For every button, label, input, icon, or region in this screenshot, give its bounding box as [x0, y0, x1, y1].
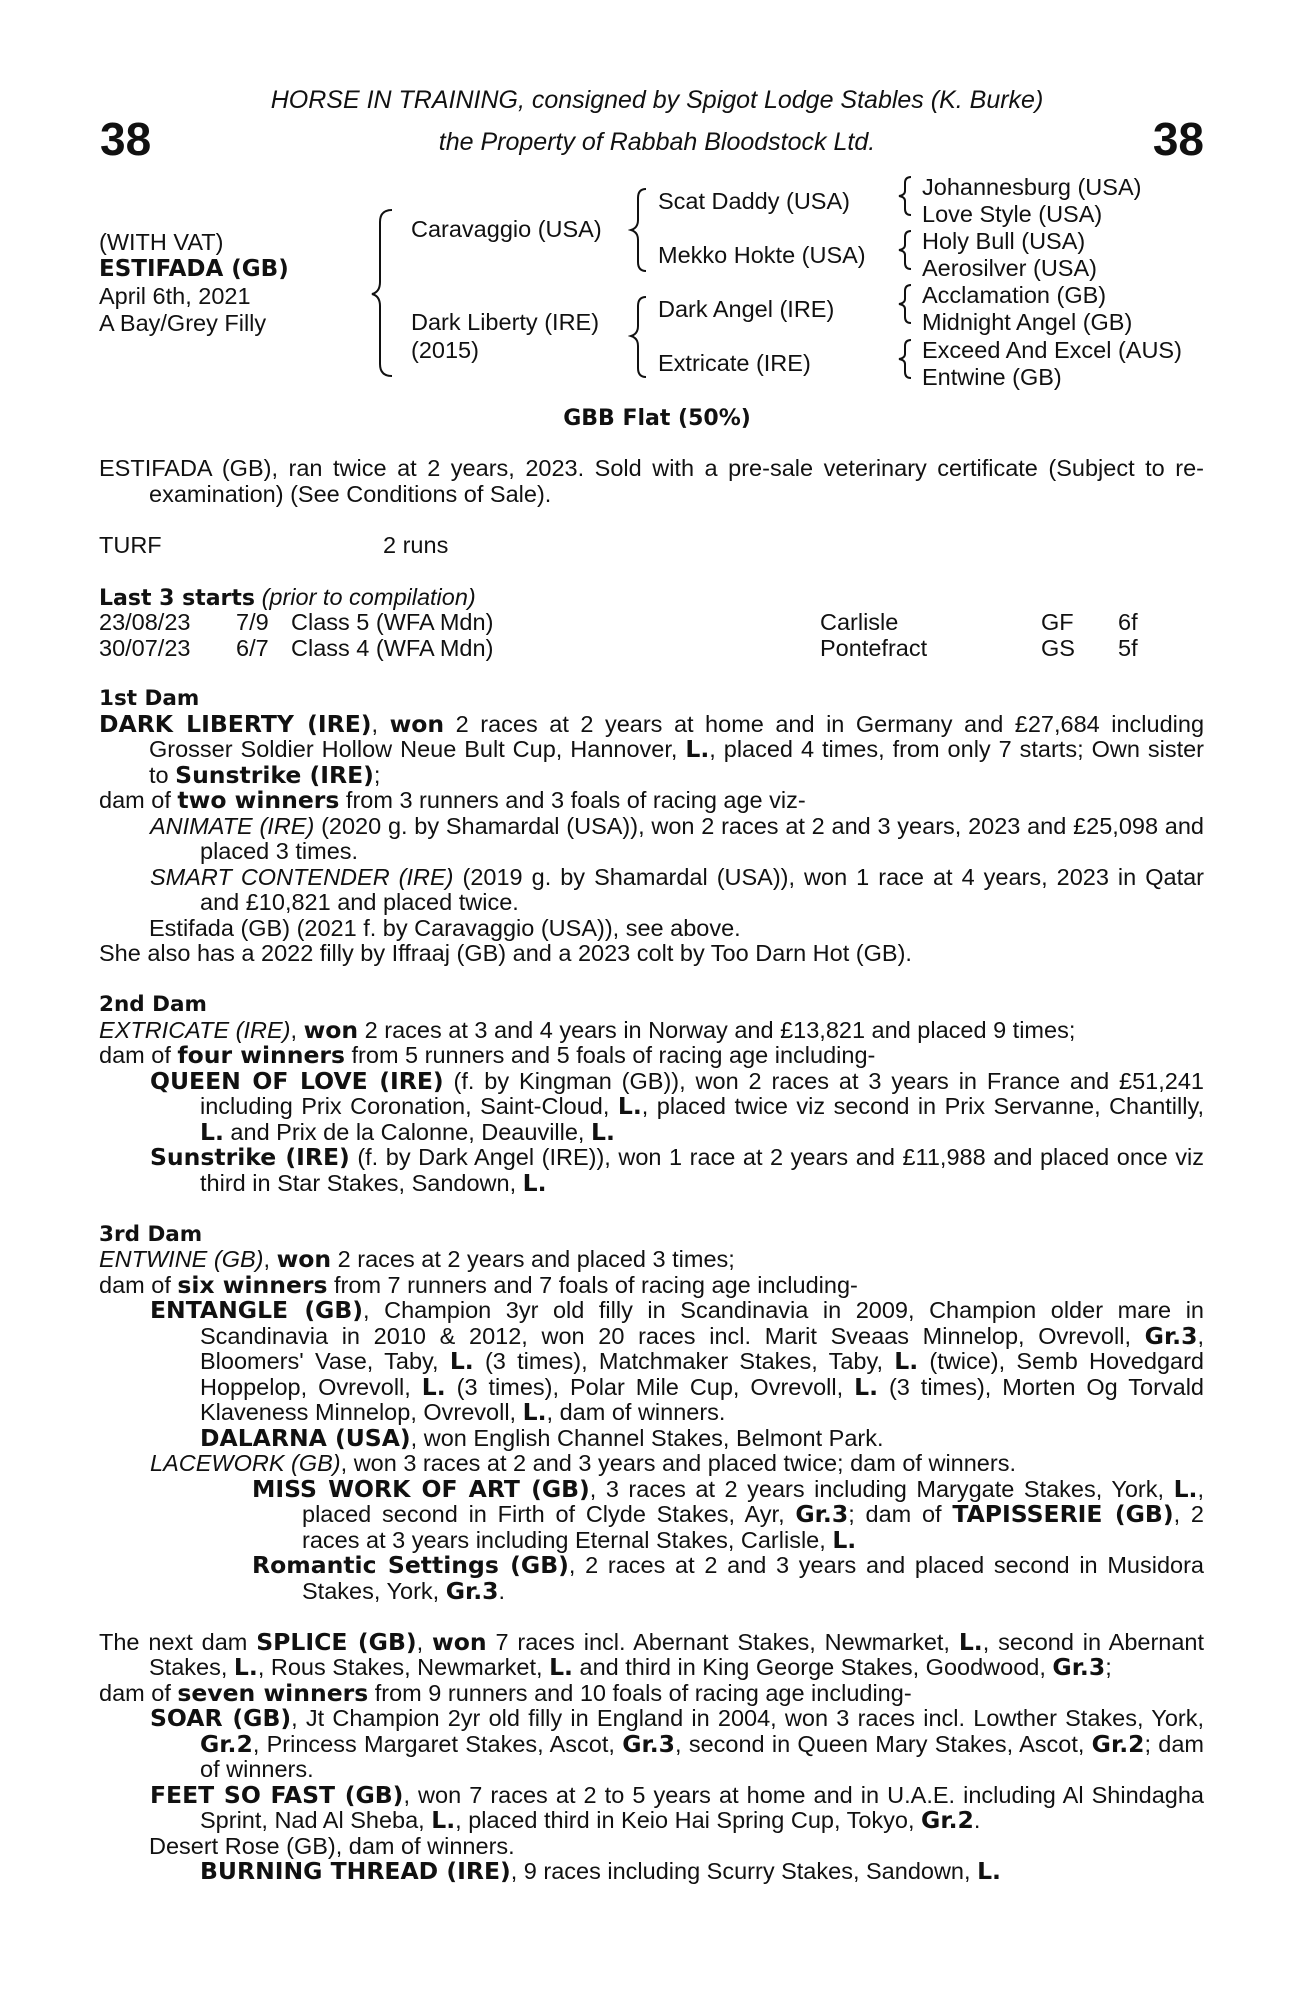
- offspring-entry: SMART CONTENDER (IRE) (2019 g. by Shamardal (USA)), won 1 race at 4 years, 2023 in Qatar and £10,821 and placed twice.: [150, 863, 1204, 915]
- horse-name: SOAR (GB): [150, 1704, 292, 1732]
- horse-description: A Bay/Grey Filly: [99, 310, 267, 336]
- start-distance: 5f: [1118, 635, 1138, 661]
- start-race: Class 5 (WFA Mdn): [291, 609, 494, 635]
- horse-name: QUEEN OF LOVE (IRE): [150, 1066, 444, 1095]
- vat-note: (WITH VAT): [99, 229, 224, 255]
- ancestor-7: Exceed And Excel (AUS): [922, 337, 1182, 363]
- offspring-entry: ENTANGLE (GB), Champion 3yr old filly in Scandinavia in 2009, Champion older mare in Scandinavia in 2010 & 2012, won 20 races incl. Marit Sveaas Minnelop, Ovrevoll, Gr.3, Bloomers' Vase, Taby, L. (3 times), Matchmaker Stakes, Taby, L. (twice), Semb Hovedgard Hoppelop, Ovrevoll, L. (3 times), Polar Mile Cup, Ovrevoll, L. (3 times), Morten Og Torvald Klaveness Minnelop, Ovrevoll, L., dam of winners.: [150, 1296, 1205, 1426]
- dam-year: (2015): [411, 337, 479, 363]
- grand-offspring-entry: DALARNA (USA), won English Channel Stakes, Belmont Park.: [200, 1423, 884, 1452]
- horse-name: ENTWINE (GB): [99, 1246, 264, 1272]
- start-going: GF: [1041, 609, 1074, 635]
- sire: Caravaggio (USA): [411, 216, 602, 242]
- grand-offspring-entry: Romantic Settings (GB), 2 races at 2 and 3 years and placed second in Musidora Stakes, York, Gr.3.: [252, 1551, 1204, 1605]
- start-race: Class 4 (WFA Mdn): [291, 635, 494, 661]
- dam-sections: [99, 686, 1204, 1885]
- horse-name: SMART CONTENDER (IRE): [150, 863, 454, 890]
- ancestor-8: Entwine (GB): [922, 364, 1062, 390]
- second-dam-produce: dam of four winners from 5 runners and 5 foals of racing age including-: [99, 1041, 876, 1069]
- second-dam-heading: 2nd Dam: [99, 992, 207, 1017]
- pedigree-brace-sire: [628, 186, 652, 276]
- horse-name: ENTANGLE (GB): [150, 1296, 363, 1324]
- dam: Dark Liberty (IRE): [411, 309, 600, 335]
- start-distance: 6f: [1118, 609, 1138, 635]
- last-starts-note: (prior to compilation): [261, 584, 476, 610]
- offspring-entry: Estifada (GB) (2021 f. by Caravaggio (USA)), see above.: [149, 914, 741, 941]
- sire-sire: Scat Daddy (USA): [658, 188, 850, 214]
- start-course: Pontefract: [820, 635, 928, 661]
- offspring-entry: Desert Rose (GB), dam of winners.: [149, 1832, 515, 1859]
- pedigree-brace-g1: [896, 174, 916, 218]
- first-dam-heading: 1st Dam: [99, 686, 200, 711]
- horse-name: DARK LIBERTY (IRE): [99, 709, 372, 738]
- horse-name: FEET SO FAST (GB): [150, 1780, 404, 1809]
- horse-name: DALARNA (USA): [200, 1423, 411, 1452]
- summary-text: ESTIFADA (GB), ran twice at 2 years, 2023. Sold with a pre-sale veterinary certificate (Subject to re- examination) (See Conditions of Sale).: [99, 455, 1204, 507]
- ancestor-3: Holy Bull (USA): [922, 228, 1086, 254]
- pedigree-brace-dam: [628, 294, 652, 382]
- first-dam-produce: dam of two winners from 3 runners and 3 foals of racing age viz-: [99, 786, 806, 814]
- offspring-entry: LACEWORK (GB), won 3 races at 2 and 3 years and placed twice; dam of winners.: [150, 1450, 1016, 1476]
- offspring-entry: SOAR (GB), Jt Champion 2yr old filly in England in 2004, won 3 races incl. Lowther Stakes, York, Gr.2, Princess Margaret Stakes, Ascot, Gr.3, second in Queen Mary Stakes, Ascot, Gr.2; dam of winners.: [150, 1704, 1204, 1782]
- offspring-entry: ANIMATE (IRE) (2020 g. by Shamardal (USA)), won 2 races at 2 and 3 years, 2023 and £25,098 and placed 3 times.: [150, 812, 1204, 864]
- pedigree-brace-g3: [896, 282, 916, 326]
- third-dam-heading: 3rd Dam: [99, 1221, 203, 1247]
- first-dam-note: She also has a 2022 filly by Iffraaj (GB) and a 2023 colt by Too Darn Hot (GB).: [99, 940, 912, 966]
- offspring-entry: Sunstrike (IRE) (f. by Dark Angel (IRE)), won 1 race at 2 years and £11,988 and placed once viz third in Star Stakes, Sandown, L.: [150, 1143, 1204, 1197]
- horse-name: Sunstrike (IRE): [150, 1143, 350, 1171]
- start-course: Carlisle: [820, 609, 899, 635]
- sire-dam: Mekko Hokte (USA): [658, 242, 866, 268]
- header-line-2: the Property of Rabbah Bloodstock Ltd.: [438, 128, 876, 156]
- summary: [99, 456, 1204, 507]
- dam-dam: Extricate (IRE): [658, 350, 811, 376]
- ancestor-5: Acclamation (GB): [922, 282, 1107, 308]
- offspring-entry: QUEEN OF LOVE (IRE) (f. by Kingman (GB)), won 2 races at 3 years in France and £51,241 including Prix Coronation, Saint-Cloud, L., placed twice viz second in Prix Servanne, Chantilly, L. and Prix de la Calonne, Deauville, L.: [150, 1066, 1204, 1146]
- third-dam-produce: dam of six winners from 7 runners and 7 foals of racing age including-: [99, 1270, 858, 1299]
- lot-number-left: 38: [100, 113, 152, 165]
- horse-name: Romantic Settings (GB): [252, 1551, 569, 1579]
- next-dam-record: The next dam SPLICE (GB), won 7 races incl. Abernant Stakes, Newmarket, L., second in Abernant Stakes, L., Rous Stakes, Newmarket, L. and third in King George Stakes, Goodwood, Gr.3;: [99, 1627, 1205, 1681]
- third-dam-record: ENTWINE (GB), won 2 races at 2 years and placed 3 times;: [99, 1245, 735, 1273]
- header-line-1: HORSE IN TRAINING, consigned by Spigot Lodge Stables (K. Burke): [270, 86, 1044, 114]
- start-going: GS: [1041, 635, 1075, 661]
- grand-offspring-entry: MISS WORK OF ART (GB), 3 races at 2 years including Marygate Stakes, York, L., placed second in Firth of Clyde Stakes, Ayr, Gr.3; dam of TAPISSERIE (GB), 2 races at 3 years including Eternal Stakes, Carlisle, L.: [252, 1474, 1204, 1554]
- pedigree-brace-main: [370, 206, 400, 381]
- last-starts-heading: [99, 584, 476, 611]
- offspring-entry: FEET SO FAST (GB), won 7 races at 2 to 5 years at home and in U.A.E. including Al Shindagha Sprint, Nad Al Sheba, L., placed third in Keio Hai Spring Cup, Tokyo, Gr.2.: [150, 1780, 1204, 1834]
- turf-runs: 2 runs: [383, 532, 449, 558]
- horse-name: LACEWORK (GB): [150, 1450, 341, 1476]
- horse-name: ESTIFADA (GB): [99, 256, 289, 282]
- gbb-rating: GBB Flat (50%): [563, 406, 751, 431]
- dam-sire: Dark Angel (IRE): [658, 296, 835, 322]
- lot-number-right: 38: [1152, 113, 1204, 165]
- ancestor-4: Aerosilver (USA): [922, 255, 1097, 281]
- second-dam-record: EXTRICATE (IRE), won 2 races at 3 and 4 years in Norway and £13,821 and placed 9 times;: [99, 1015, 1076, 1044]
- ancestor-6: Midnight Angel (GB): [922, 309, 1133, 335]
- ancestor-1: Johannesburg (USA): [922, 174, 1142, 200]
- pedigree-brace-g4: [896, 337, 916, 381]
- horse-name: TAPISSERIE (GB): [952, 1500, 1174, 1528]
- pedigree-brace-g2: [896, 228, 916, 272]
- foaling-date: April 6th, 2021: [99, 283, 251, 309]
- start-date: 30/07/23: [99, 635, 191, 661]
- last-starts-title: Last 3 starts: [99, 586, 256, 611]
- horse-name: SPLICE (GB): [256, 1627, 417, 1656]
- next-dam-produce: dam of seven winners from 9 runners and 10 foals of racing age including-: [99, 1678, 912, 1707]
- horse-name: Sunstrike (IRE): [175, 760, 374, 789]
- grand-offspring-entry: BURNING THREAD (IRE), 9 races including Scurry Stakes, Sandown, L.: [200, 1857, 1001, 1885]
- first-dam-record: DARK LIBERTY (IRE), won 2 races at 2 years at home and in Germany and £27,684 including Grosser Soldier Hollow Neue Bult Cup, Hannover, L., placed 4 times, from only 7 starts; Own sister to Sunstrike (IRE);: [99, 709, 1205, 789]
- horse-name: MISS WORK OF ART (GB): [252, 1474, 590, 1503]
- ancestor-2: Love Style (USA): [922, 201, 1103, 227]
- horse-name: EXTRICATE (IRE): [99, 1016, 291, 1043]
- turf-label: TURF: [99, 532, 162, 558]
- horse-name: ANIMATE (IRE): [150, 812, 315, 839]
- start-position: 7/9: [236, 609, 269, 635]
- start-date: 23/08/23: [99, 609, 191, 635]
- start-position: 6/7: [236, 635, 269, 661]
- horse-name: BURNING THREAD (IRE): [200, 1857, 511, 1885]
